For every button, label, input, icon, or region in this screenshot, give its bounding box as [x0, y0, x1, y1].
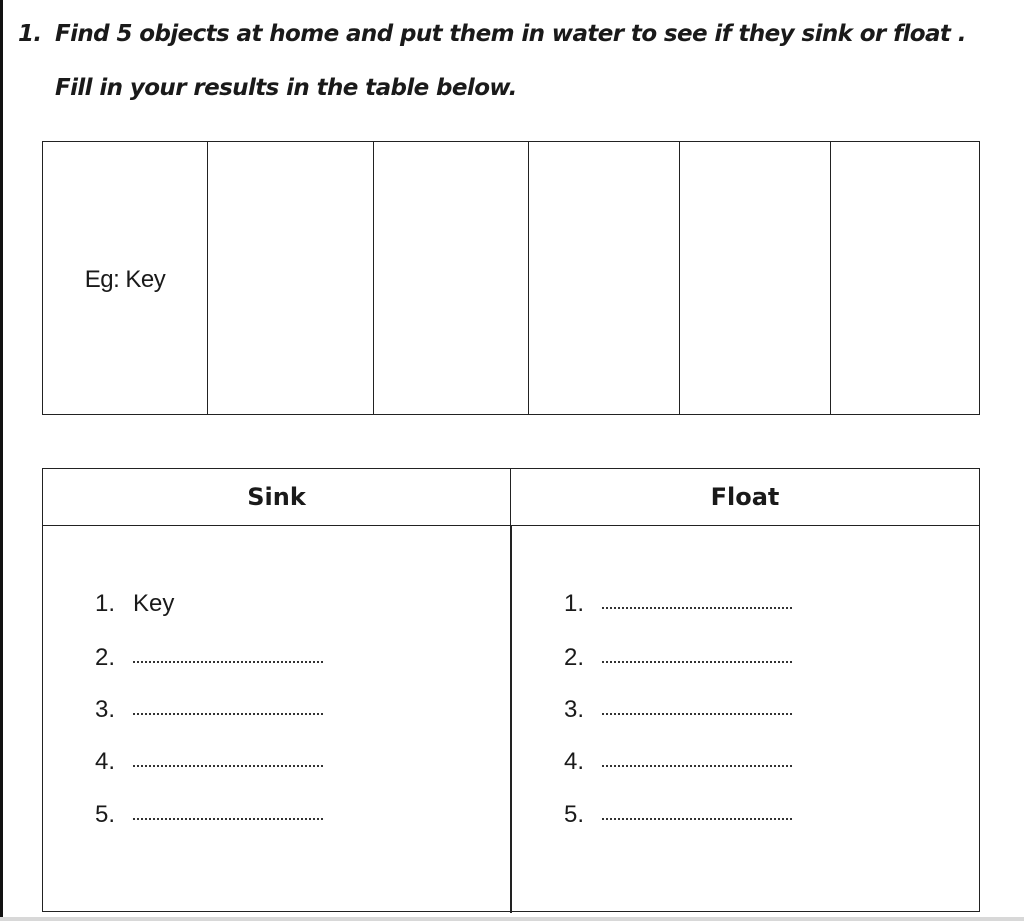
list-number: 4.	[564, 748, 585, 775]
object-cell-1[interactable]	[208, 142, 374, 414]
sink-item-2[interactable]	[95, 643, 323, 673]
question-number: 1.	[18, 21, 42, 47]
list-number: 2.	[95, 644, 116, 671]
object-cell-5[interactable]	[831, 142, 978, 414]
sink-item-3[interactable]	[95, 695, 323, 725]
list-number: 5.	[95, 801, 116, 828]
blank-line[interactable]	[602, 711, 792, 715]
blank-line[interactable]	[133, 711, 323, 715]
blank-line[interactable]	[602, 816, 792, 820]
float-header: Float	[710, 483, 780, 511]
list-number: 1.	[95, 590, 116, 617]
list-number: 5.	[564, 801, 585, 828]
sink-item-1	[95, 589, 174, 619]
float-item-5[interactable]	[564, 800, 792, 830]
blank-line[interactable]	[602, 763, 792, 767]
page-bottom-edge	[0, 917, 1024, 921]
object-cell-2[interactable]	[374, 142, 529, 414]
sink-header: Sink	[43, 469, 511, 525]
list-number: 3.	[95, 696, 116, 723]
blank-line[interactable]	[133, 659, 323, 663]
sink-item-4[interactable]	[95, 747, 323, 777]
float-item-3[interactable]	[564, 695, 792, 725]
question-line-2: Fill in your results in the table below.	[55, 75, 517, 101]
list-number: 1.	[564, 590, 585, 617]
object-cell-4[interactable]	[680, 142, 831, 414]
sink-item-value: Key	[133, 590, 175, 617]
blank-line[interactable]	[602, 659, 792, 663]
list-number: 2.	[564, 644, 585, 671]
question-line-1	[18, 18, 966, 50]
list-number: 3.	[564, 696, 585, 723]
object-cell-label: Eg: Key	[84, 266, 166, 293]
results-table	[42, 468, 980, 912]
float-column	[511, 526, 978, 911]
blank-line[interactable]	[133, 763, 323, 767]
blank-line[interactable]	[133, 816, 323, 820]
blank-line[interactable]	[602, 605, 792, 609]
object-cell-example	[43, 142, 208, 414]
float-item-4[interactable]	[564, 747, 792, 777]
sink-item-5[interactable]	[95, 800, 323, 830]
objects-table	[42, 141, 980, 415]
sink-column	[43, 526, 510, 911]
question-text: Find 5 objects at home and put them in water to see if they sink or float .	[55, 21, 966, 47]
results-header-row	[43, 469, 979, 526]
object-cell-3[interactable]	[529, 142, 680, 414]
float-item-2[interactable]	[564, 643, 792, 673]
list-number: 4.	[95, 748, 116, 775]
float-item-1[interactable]	[564, 589, 792, 619]
page-left-edge	[0, 0, 3, 921]
